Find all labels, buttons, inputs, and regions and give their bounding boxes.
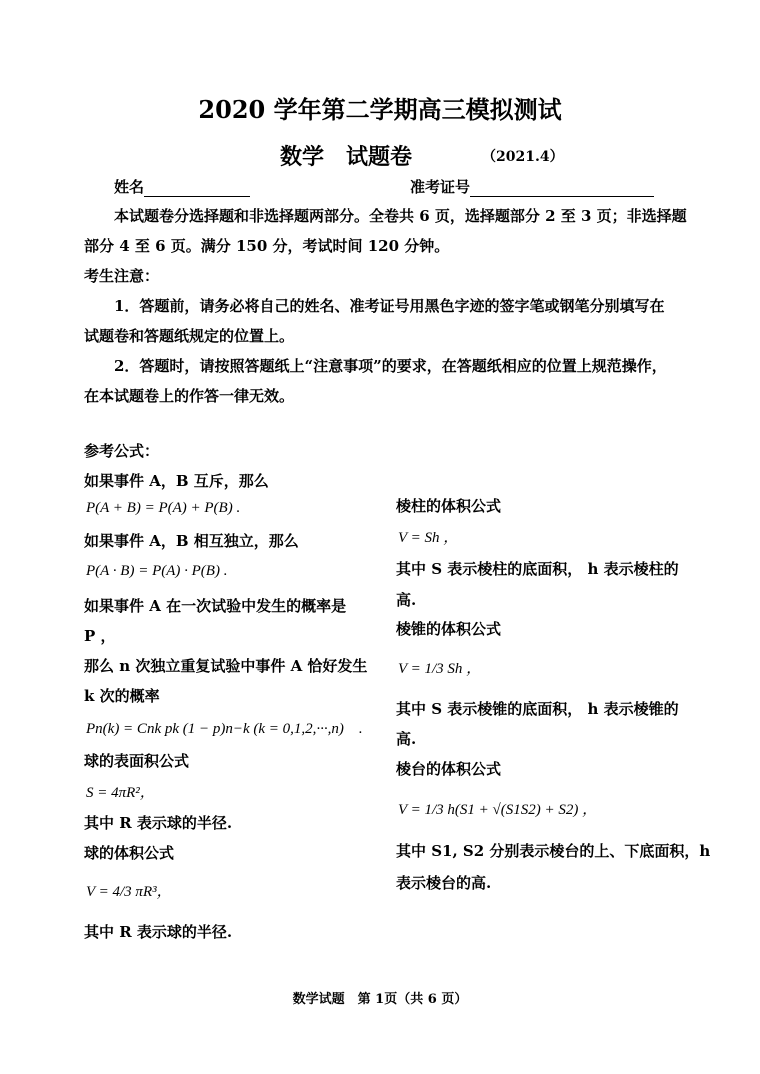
ticket-label: 准考证号 — [410, 178, 471, 196]
prism-note-1: 其中 S 表示棱柱的底面积， h 表示棱柱的 — [396, 560, 679, 578]
sphere-volume-formula: V = 4/3 πR³， — [86, 884, 172, 900]
notice-item-2-line-2: 在本试题卷上的作答一律无效。 — [84, 387, 295, 405]
sphere-volume-note: 其中 R 表示球的半径. — [84, 923, 233, 941]
notice-item-2-line-1: 2．答题时，请按照答题纸上“注意事项”的要求，在答题纸相应的位置上规范操作， — [114, 357, 667, 375]
ticket-blank — [470, 180, 654, 197]
prism-note-2: 高. — [396, 591, 417, 609]
exam-date: （2021.4） — [482, 149, 564, 165]
page-footer: 数学试题 第 1页（共 6 页） — [292, 992, 468, 1007]
prob-text-2: P ， — [84, 627, 116, 645]
intro-line-2: 部分 4 至 6 页。满分 150 分，考试时间 120 分钟。 — [84, 237, 450, 255]
frustum-note-2: 表示棱台的高. — [396, 874, 492, 892]
indep-text: 如果事件 A，B 相互独立，那么 — [84, 532, 299, 550]
pyramid-note-1: 其中 S 表示棱锥的底面积， h 表示棱锥的 — [396, 700, 679, 718]
frustum-formula: V = 1/3 h(S1 + √(S1S2) + S2) ， — [398, 802, 598, 818]
binomial-formula: Pn(k) = Cnk pk (1 − p)n−k (k = 0,1,2,···,n) . — [86, 721, 363, 737]
pyramid-formula: V = 1/3 Sh ， — [398, 661, 482, 677]
intro-line-1: 本试题卷分选择题和非选择题两部分。全卷共 6 页，选择题部分 2 至 3 页；非选择题 — [114, 207, 687, 225]
notice-heading: 考生注意： — [84, 267, 160, 285]
repeat-text-1: 那么 n 次独立重复试验中事件 A 恰好发生 — [84, 657, 368, 675]
notice-item-1-line-1: 1．答题前，请务必将自己的姓名、准考证号用黑色字迹的签字笔或钢笔分别填写在 — [114, 297, 665, 315]
frustum-note-1: 其中 S1, S2 分别表示棱台的上、下底面积，h — [396, 842, 711, 860]
exam-subtitle: 数学 试题卷 — [280, 144, 413, 170]
mutex-text: 如果事件 A，B 互斥，那么 — [84, 472, 269, 490]
sphere-area-formula: S = 4πR²， — [86, 785, 155, 801]
sphere-area-note: 其中 R 表示球的半径. — [84, 814, 233, 832]
prob-text-1: 如果事件 A 在一次试验中发生的概率是 — [84, 597, 347, 615]
name-label: 姓名 — [114, 178, 145, 196]
indep-formula: P(A · B) = P(A) · P(B) . — [86, 563, 228, 579]
mutex-formula: P(A + B) = P(A) + P(B) . — [86, 500, 241, 516]
prism-heading: 棱柱的体积公式 — [396, 497, 502, 515]
frustum-heading: 棱台的体积公式 — [396, 760, 502, 778]
sphere-volume-heading: 球的体积公式 — [84, 844, 175, 862]
name-blank — [144, 180, 250, 197]
prism-formula: V = Sh ， — [398, 530, 459, 546]
repeat-text-2: k 次的概率 — [84, 687, 160, 705]
sphere-area-heading: 球的表面积公式 — [84, 752, 190, 770]
pyramid-note-2: 高. — [396, 730, 417, 748]
exam-title: 2020 学年第二学期高三模拟测试 — [198, 95, 562, 124]
name-field — [114, 176, 250, 197]
ticket-field — [410, 176, 654, 197]
notice-item-1-line-2: 试题卷和答题纸规定的位置上。 — [84, 327, 295, 345]
pyramid-heading: 棱锥的体积公式 — [396, 620, 502, 638]
formulas-heading: 参考公式： — [84, 442, 160, 460]
